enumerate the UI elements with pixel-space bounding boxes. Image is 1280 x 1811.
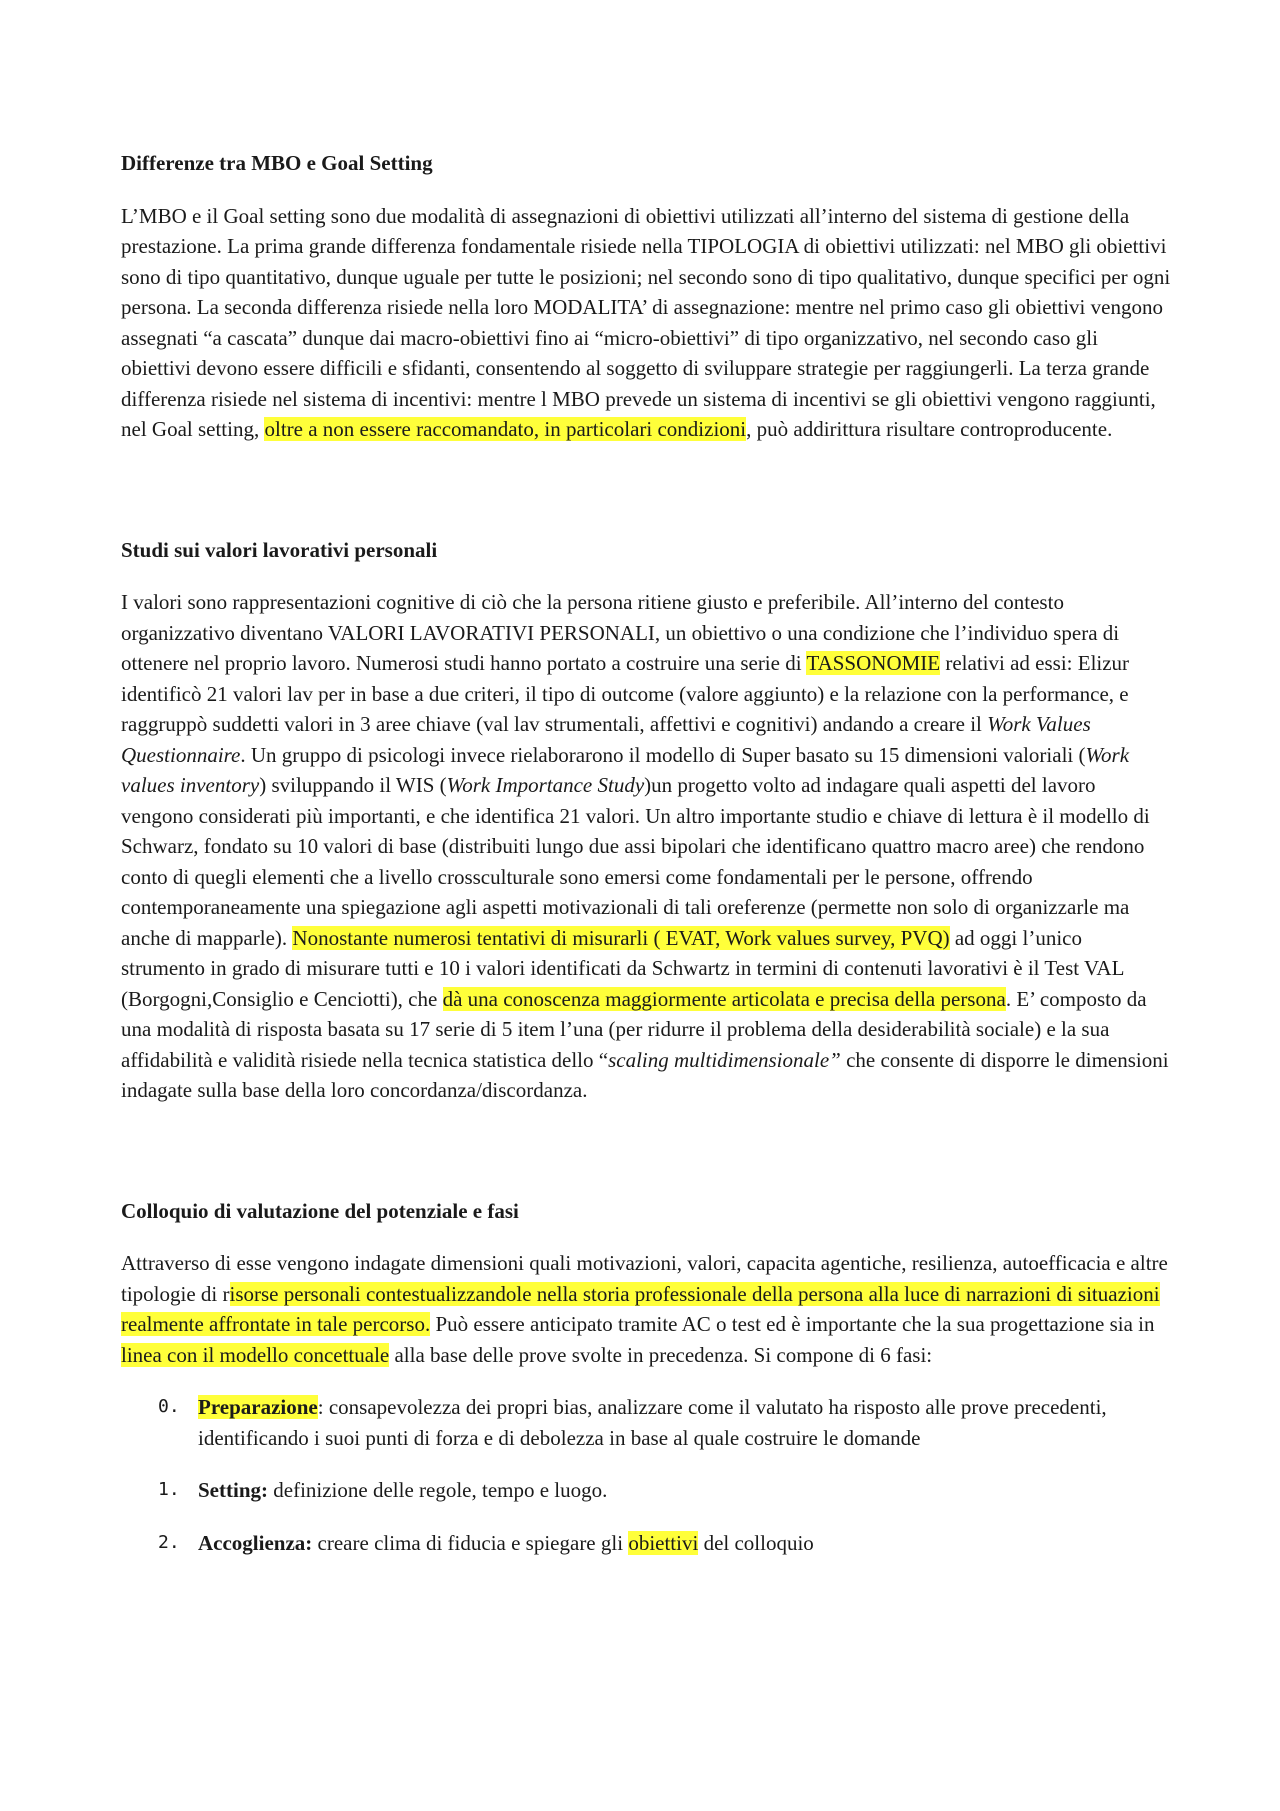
highlighted-text: dà una conoscenza maggiormente articolata e precisa della persona bbox=[442, 986, 1006, 1011]
highlighted-text: obiettivi bbox=[628, 1530, 699, 1555]
highlighted-text: Nonostante numerosi tentativi di misurarli ( EVAT, Work values survey, PVQ) bbox=[292, 925, 950, 950]
italic-term: scaling multidimensionale” bbox=[608, 1047, 841, 1072]
italic-title: Work Values Questionnaire bbox=[121, 712, 1091, 767]
list-number: 0. bbox=[158, 1396, 180, 1417]
section-title-colloquio: Colloquio di valutazione del potenziale e fasi bbox=[121, 1198, 519, 1223]
list-number: 2. bbox=[158, 1531, 180, 1553]
section-paragraph-mbo: L’MBO e il Goal setting sono due modalità di assegnazioni di obiettivi utilizzati all’interno del sistema di gestione della prestazione. La prima grande differenza fondamentale risiede nella TIPOLOGIA di obiettivi utilizzati: nel MBO gli obiettivi sono di tipo quantitativo, dunque uguale per tutte le posizioni; nel secondo sono di tipo qualitativo, dunque specifici per ogni persona. La seconda differenza risiede nella loro MODALITA’ di assegnazione: mentre nel primo caso gli obiettivi vengono assegnati “a cascata” dunque dai macro-obiettivi fino ai “micro-obiettivi” di tipo organizzativo, nel secondo caso gli obiettivi devono essere difficili e sfidanti, consentendo al soggetto di sviluppare strategie per raggiungerli. La terza grande differenza risiede nel sistema di incentivi: mentre l MBO prevede un sistema di incentivi se gli obiettivi vengono raggiunti, nel Goal setting, oltre a non essere raccomandato, in particolari condizioni, può addirittura risultare controproducente. bbox=[121, 203, 1171, 441]
highlighted-text: oltre a non essere raccomandato, in particolari condizioni bbox=[264, 417, 747, 441]
phase-label: Accoglienza: bbox=[198, 1530, 313, 1555]
section-paragraph-colloquio: Attraverso di esse vengono indagate dimensioni quali motivazioni, valori, capacita agentiche, resilienza, autoefficacia e altre tipologie di risorse personali contestualizzandole nella storia professionale della persona alla luce di narrazioni di situazioni realmente affrontate in tale percorso. Può essere anticipato tramite AC o test ed è importante che la sua progettazione sia in linea con il modello concettuale alla base delle prove svolte in precedenza. Si compone di 6 fasi: bbox=[121, 1251, 1168, 1367]
list-item-preparazione: 0. Preparazione: consapevolezza dei propri bias, analizzare come il valutato ha risposto alle prove precedenti, identificando i suoi punti di forza e di debolezza in base al quale costruire le domande bbox=[121, 1392, 1171, 1453]
highlighted-text: isorse personali contestualizzandole nella storia professionale della persona alla luce di narrazioni di situazioni realmente affrontate in tale percorso. bbox=[121, 1281, 1160, 1336]
phase-label: Preparazione bbox=[198, 1395, 318, 1419]
italic-title: Work Importance Study bbox=[446, 773, 645, 797]
list-item-accoglienza: 2. Accoglienza: creare clima di fiducia e spiegare gli obiettivi del colloquio bbox=[121, 1528, 1171, 1559]
italic-title: Work values inventory bbox=[121, 742, 1130, 797]
highlighted-text: TASSONOMIE bbox=[806, 651, 941, 675]
list-item-setting: 1. Setting: definizione delle regole, tempo e luogo. bbox=[121, 1475, 1171, 1506]
section-title-mbo-goal-setting: Differenze tra MBO e Goal Setting bbox=[121, 151, 433, 175]
document-content bbox=[121, 148, 1171, 1580]
section-paragraph-valori: I valori sono rappresentazioni cognitive di ciò che la persona ritiene giusto e preferibile. All’interno del contesto organizzativo diventano VALORI LAVORATIVI PERSONALI, un obiettivo o una condizione che l’individuo spera di ottenere nel proprio lavoro. Numerosi studi hanno portato a costruire una serie di TASSONOMIE relativi ad essi: Elizur identificò 21 valori lav per in base a due criteri, il tipo di outcome (valore aggiunto) e la relazione con la performance, e raggruppò suddetti valori in 3 aree chiave (val lav strumentali, affettivi e cognitivi) andando a creare il Work Values Questionnaire. Un gruppo di psicologi invece rielaborarono il modello di Super basato su 15 dimensioni valoriali (Work values inventory) sviluppando il WIS (Work Importance Study)un progetto volto ad indagare quali aspetti del lavoro vengono considerati più importanti, e che identifica 21 valori. Un altro importante studio e chiave di lettura è il modello di Schwarz, fondato su 10 valori di base (distribuiti lungo due assi bipolari che identificano quattro macro aree) che rendono conto di quegli elementi che a livello crossculturale sono emersi come fondamentali per le persone, offrendo contemporaneamente una spiegazione agli aspetti motivazionali di tali oreferenze (permette non solo di organizzarle ma anche di mapparle). Nonostante numerosi tentativi di misurarli ( EVAT, Work values survey, PVQ) ad oggi l’unico strumento in grado di misurare tutti e 10 i valori identificati da Schwartz in termini di contenuti lavorativi è il Test VAL (Borgogni,Consiglio e Cenciotti), che dà una conoscenza maggiormente articolata e precisa della persona. E’ composto da una modalità di risposta basata su 17 serie di 5 item l’una (per ridurre il problema della desiderabilità sociale) e la sua affidabilità e validità risiede nella tecnica statistica dello “scaling multidimensionale” che consente di disporre le dimensioni indagate sulla base della loro concordanza/discordanza. bbox=[121, 590, 1169, 1102]
phases-list bbox=[121, 1392, 1171, 1558]
highlighted-text: linea con il modello concettuale bbox=[121, 1342, 390, 1367]
section-title-valori-lavorativi: Studi sui valori lavorativi personali bbox=[121, 537, 438, 562]
list-number: 1. bbox=[158, 1479, 180, 1500]
phase-label: Setting: bbox=[198, 1478, 268, 1502]
